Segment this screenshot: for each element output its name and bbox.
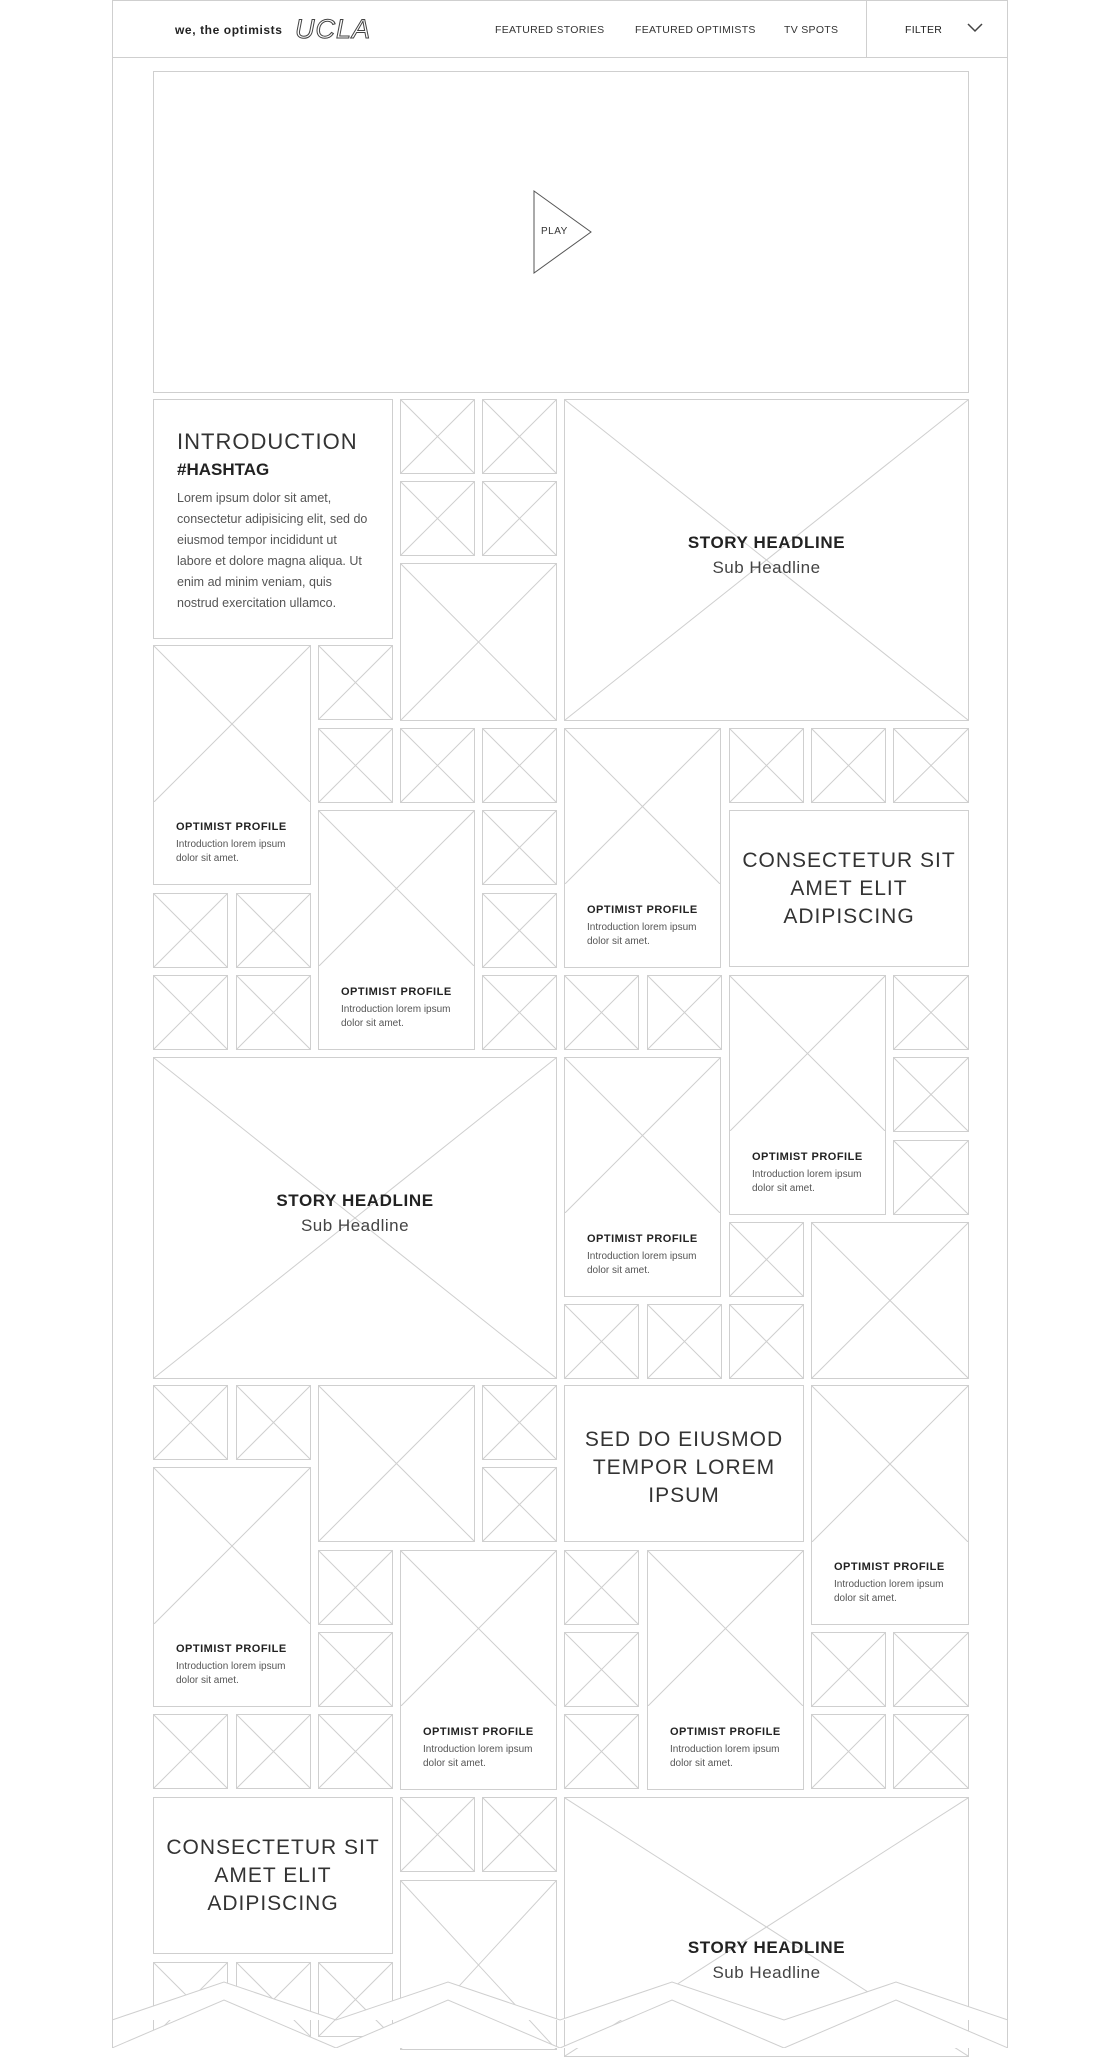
quote-text: SED DO EIUSMOD TEMPOR LOREM IPSUM — [584, 1428, 784, 1507]
filter-label[interactable]: FILTER — [905, 24, 943, 36]
profile-image — [730, 976, 885, 1133]
image-placeholder-icon — [237, 1386, 310, 1459]
profile-intro: Introduction lorem ipsum dolor sit amet. — [176, 1661, 286, 1686]
nav-featured-optimists[interactable]: FEATURED OPTIMISTS — [635, 24, 756, 36]
profile-image — [401, 1551, 556, 1708]
quote-text: CONSECTETUR SIT AMET ELIT ADIPISCING — [742, 849, 956, 928]
image-tile[interactable] — [400, 563, 557, 721]
image-tile[interactable] — [564, 975, 639, 1050]
image-placeholder-icon — [730, 729, 803, 802]
profile-title: OPTIMIST PROFILE — [834, 1561, 945, 1573]
profile-card[interactable] — [318, 810, 475, 1050]
image-placeholder-icon — [812, 1386, 968, 1542]
profile-title: OPTIMIST PROFILE — [341, 986, 452, 998]
image-placeholder-icon — [894, 976, 968, 1049]
image-tile[interactable] — [153, 893, 228, 968]
site-header — [112, 0, 1008, 58]
chevron-down-icon[interactable] — [966, 20, 984, 34]
image-tile[interactable] — [318, 728, 393, 803]
image-tile[interactable] — [482, 893, 557, 968]
image-tile[interactable] — [153, 1714, 228, 1789]
image-tile[interactable] — [236, 1714, 311, 1789]
image-placeholder-icon — [730, 976, 885, 1131]
intro-title: INTRODUCTION — [177, 429, 358, 454]
image-tile[interactable] — [811, 1714, 886, 1789]
image-tile[interactable] — [400, 399, 475, 474]
image-placeholder-icon — [483, 482, 556, 555]
image-placeholder-icon — [812, 1715, 885, 1788]
story-headline: STORY HEADLINE — [687, 533, 846, 552]
image-placeholder-icon — [401, 729, 474, 802]
profile-title: OPTIMIST PROFILE — [176, 1643, 287, 1655]
brand-name[interactable]: we, the optimists — [175, 23, 283, 37]
image-placeholder-icon — [483, 811, 556, 884]
image-placeholder-icon — [812, 729, 885, 802]
image-placeholder-icon — [565, 976, 638, 1049]
story-card[interactable] — [564, 399, 969, 721]
image-tile[interactable] — [564, 1632, 639, 1707]
image-placeholder-icon — [319, 1715, 392, 1788]
quote-card — [729, 810, 969, 967]
image-placeholder-icon — [319, 811, 474, 966]
image-placeholder-icon — [154, 894, 227, 967]
image-placeholder-icon — [894, 729, 968, 802]
image-placeholder-icon — [648, 1305, 721, 1378]
image-placeholder-icon — [154, 646, 310, 802]
image-tile[interactable] — [482, 1797, 557, 1872]
image-placeholder-icon — [319, 1386, 474, 1541]
image-placeholder-icon — [483, 400, 556, 473]
image-placeholder-icon — [154, 1386, 227, 1459]
image-placeholder-icon — [812, 1633, 885, 1706]
nav-featured-stories[interactable]: FEATURED STORIES — [495, 24, 605, 36]
image-placeholder-icon — [483, 976, 556, 1049]
image-tile[interactable] — [729, 728, 804, 803]
image-tile[interactable] — [811, 728, 886, 803]
image-tile[interactable] — [153, 1385, 228, 1460]
image-placeholder-icon — [401, 400, 474, 473]
profile-title: OPTIMIST PROFILE — [423, 1726, 534, 1738]
story-headline: STORY HEADLINE — [687, 1938, 846, 1957]
image-tile[interactable] — [400, 1797, 475, 1872]
image-tile[interactable] — [893, 1632, 969, 1707]
image-tile[interactable] — [318, 1632, 393, 1707]
intro-hashtag[interactable]: #HASHTAG — [177, 460, 270, 479]
profile-image — [154, 646, 310, 804]
image-tile[interactable] — [318, 1714, 393, 1789]
image-placeholder-icon — [154, 1715, 227, 1788]
image-tile[interactable] — [482, 1467, 557, 1542]
image-tile[interactable] — [236, 893, 311, 968]
image-placeholder-icon — [565, 729, 720, 884]
image-tile[interactable] — [729, 1222, 804, 1297]
image-placeholder-icon — [154, 1468, 310, 1624]
story-headline: STORY HEADLINE — [276, 1191, 434, 1210]
image-placeholder-icon — [648, 1551, 803, 1706]
profile-card[interactable] — [153, 1467, 311, 1707]
image-placeholder-icon — [565, 1715, 638, 1788]
image-placeholder-icon — [648, 976, 721, 1049]
nav-tv-spots[interactable]: TV SPOTS — [784, 24, 839, 36]
profile-image — [565, 1058, 720, 1215]
profile-intro: Introduction lorem ipsum dolor sit amet. — [341, 1004, 451, 1029]
story-subheadline: Sub Headline — [712, 558, 821, 577]
image-placeholder-icon — [483, 894, 556, 967]
image-tile[interactable] — [482, 810, 557, 885]
image-placeholder-icon — [401, 564, 556, 720]
image-placeholder-icon — [154, 976, 227, 1049]
image-placeholder-icon — [237, 894, 310, 967]
profile-title: OPTIMIST PROFILE — [176, 821, 287, 833]
profile-card[interactable] — [564, 1057, 721, 1297]
profile-title: OPTIMIST PROFILE — [587, 1233, 698, 1245]
image-placeholder-icon — [894, 1058, 968, 1131]
image-tile[interactable] — [318, 645, 393, 720]
image-placeholder-icon — [319, 729, 392, 802]
image-placeholder-icon — [565, 1551, 638, 1624]
image-placeholder-icon — [812, 1223, 968, 1378]
image-tile[interactable] — [647, 975, 722, 1050]
image-tile[interactable] — [893, 728, 969, 803]
image-tile[interactable] — [482, 399, 557, 474]
image-placeholder-icon — [319, 646, 392, 719]
image-tile[interactable] — [893, 1714, 969, 1789]
image-tile[interactable] — [811, 1632, 886, 1707]
image-placeholder-icon — [483, 729, 556, 802]
image-placeholder-icon — [319, 1633, 392, 1706]
profile-image — [812, 1386, 968, 1543]
profile-intro: Introduction lorem ipsum dolor sit amet. — [587, 1251, 697, 1276]
image-tile[interactable] — [400, 728, 475, 803]
profile-intro: Introduction lorem ipsum dolor sit amet. — [670, 1744, 780, 1769]
image-placeholder-icon — [237, 1715, 310, 1788]
profile-intro: Introduction lorem ipsum dolor sit amet. — [752, 1169, 862, 1194]
profile-image — [648, 1551, 803, 1708]
image-placeholder-icon — [401, 482, 474, 555]
image-tile[interactable] — [318, 1550, 393, 1625]
profile-intro: Introduction lorem ipsum dolor sit amet. — [176, 839, 286, 864]
profile-card[interactable] — [153, 645, 311, 885]
image-tile[interactable] — [564, 1714, 639, 1789]
image-placeholder-icon — [401, 1551, 556, 1706]
profile-intro: Introduction lorem ipsum dolor sit amet. — [834, 1579, 944, 1604]
image-tile[interactable] — [153, 975, 228, 1050]
image-placeholder-icon — [237, 976, 310, 1049]
image-tile[interactable] — [482, 1385, 557, 1460]
image-tile[interactable] — [318, 1385, 475, 1542]
image-placeholder-icon — [483, 1386, 556, 1459]
profile-card[interactable] — [647, 1550, 804, 1790]
image-tile[interactable] — [564, 1550, 639, 1625]
profile-title: OPTIMIST PROFILE — [670, 1726, 781, 1738]
profile-image — [319, 811, 474, 968]
quote-text: CONSECTETUR SIT AMET ELIT ADIPISCING — [166, 1836, 380, 1915]
profile-image — [565, 729, 720, 886]
profile-intro: Introduction lorem ipsum dolor sit amet. — [423, 1744, 533, 1769]
image-tile[interactable] — [400, 481, 475, 556]
image-placeholder-icon — [894, 1633, 968, 1706]
profile-title: OPTIMIST PROFILE — [587, 904, 698, 916]
image-placeholder-icon — [894, 1715, 968, 1788]
image-tile[interactable] — [482, 975, 557, 1050]
image-placeholder-icon — [730, 1305, 803, 1378]
image-placeholder-icon — [565, 1305, 638, 1378]
play-button[interactable] — [533, 190, 593, 274]
profile-card[interactable] — [400, 1550, 557, 1790]
profile-card[interactable] — [564, 728, 721, 968]
image-placeholder-icon — [483, 1798, 556, 1871]
ucla-logo[interactable]: UCLA — [295, 14, 372, 44]
play-label: PLAY — [541, 226, 568, 237]
footer-zigzag — [112, 1960, 1008, 2048]
intro-card — [153, 399, 393, 639]
image-placeholder-icon — [319, 1551, 392, 1624]
hero-video[interactable] — [153, 71, 969, 393]
image-tile[interactable] — [647, 1304, 722, 1379]
filter-divider — [866, 1, 867, 58]
profile-image — [154, 1468, 310, 1625]
image-tile[interactable] — [893, 1140, 969, 1215]
image-tile[interactable] — [893, 1057, 969, 1132]
image-placeholder-icon — [894, 1141, 968, 1214]
image-tile[interactable] — [729, 1304, 804, 1379]
image-placeholder-icon — [565, 1633, 638, 1706]
story-subheadline: Sub Headline — [300, 1216, 410, 1235]
image-tile[interactable] — [564, 1304, 639, 1379]
image-tile[interactable] — [811, 1222, 969, 1379]
image-tile[interactable] — [236, 975, 311, 1050]
quote-card — [153, 1797, 393, 1954]
profile-title: OPTIMIST PROFILE — [752, 1151, 863, 1163]
image-placeholder-icon — [401, 1798, 474, 1871]
image-tile[interactable] — [482, 481, 557, 556]
intro-body: Lorem ipsum dolor sit amet, consectetur adipisicing elit, sed do eiusmod tempor incididunt ut labore et dolore magna aliqua. Ut enim ad minim veniam, quis nostrud exercitation ullamco. — [177, 491, 368, 610]
quote-card — [564, 1385, 804, 1542]
image-tile[interactable] — [893, 975, 969, 1050]
image-placeholder-icon — [483, 1468, 556, 1541]
profile-card[interactable] — [811, 1385, 969, 1625]
image-tile[interactable] — [482, 728, 557, 803]
image-placeholder-icon — [730, 1223, 803, 1296]
profile-card[interactable] — [729, 975, 886, 1215]
profile-intro: Introduction lorem ipsum dolor sit amet. — [587, 922, 697, 947]
story-card[interactable] — [153, 1057, 557, 1379]
image-tile[interactable] — [236, 1385, 311, 1460]
image-placeholder-icon — [565, 1058, 720, 1213]
story-subheadline: Sub Headline — [712, 1963, 821, 1982]
